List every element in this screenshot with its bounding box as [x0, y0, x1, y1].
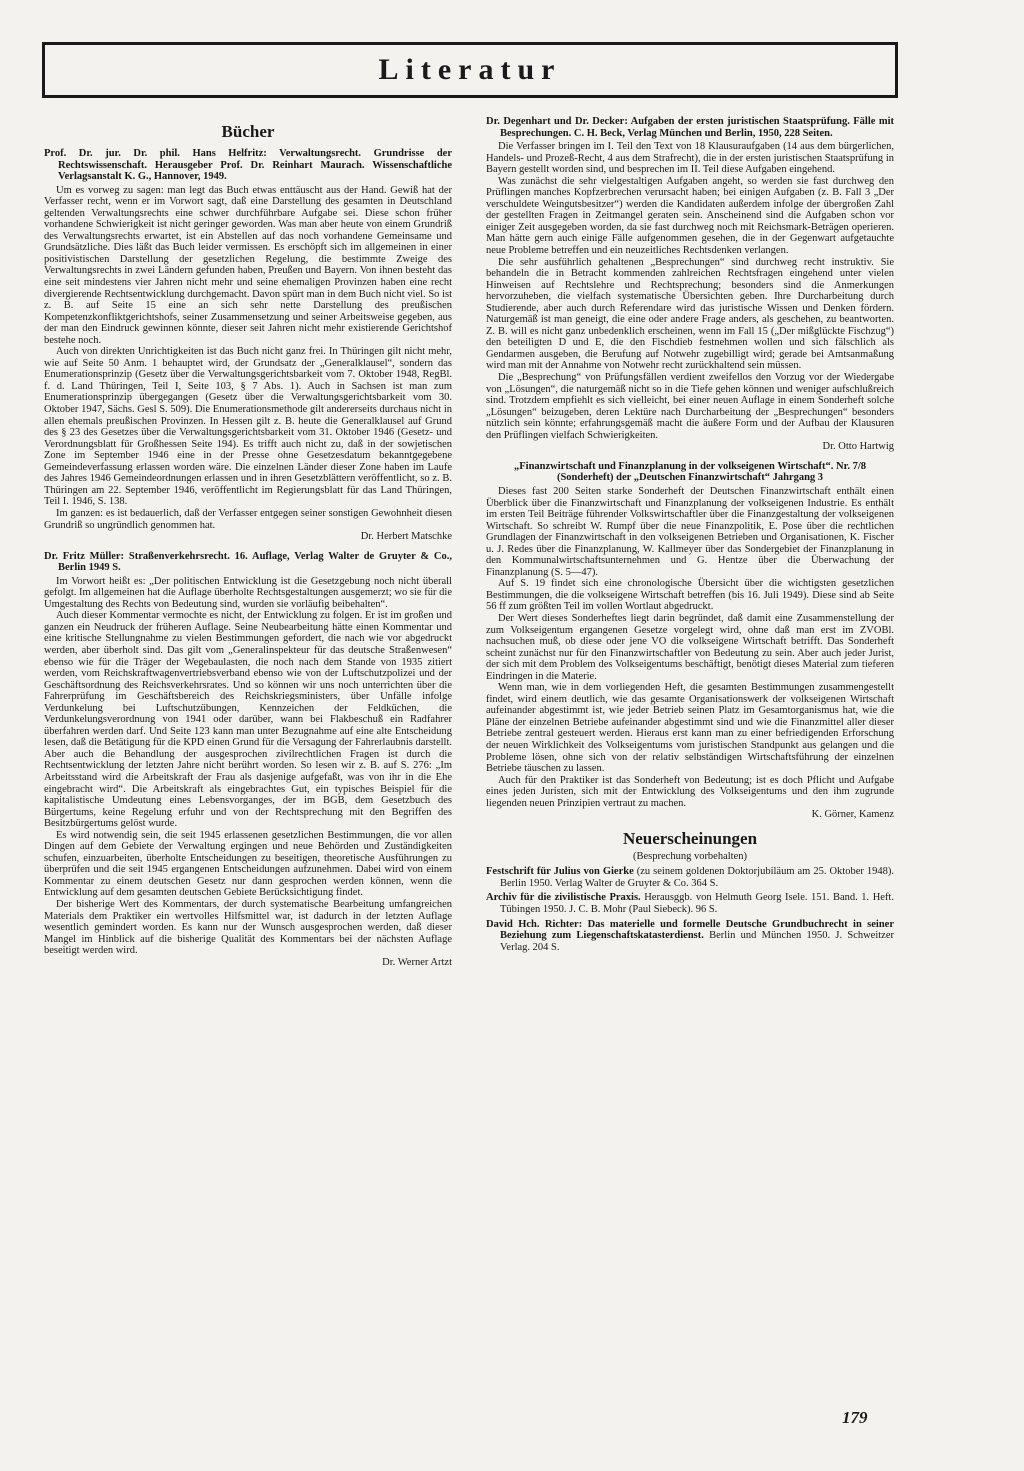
literature-banner	[42, 42, 898, 98]
new-release-title: Archiv für die zivilistische Praxis.	[486, 892, 641, 904]
review-1-paragraph: Im ganzen: es ist bedauerlich, daß der Verfasser entgegen seiner sonstigen Gewohnheit diesen Grundriß so ungründlich genommen hat.	[44, 507, 452, 531]
page-number: 179	[842, 1408, 868, 1427]
review-2-paragraph: Im Vorwort heißt es: „Der politischen Entwicklung ist die Gesetzgebung noch nicht überall gefolgt. Im allgemeinen hat die Auflage überholte Rechtsgestaltungen ausgemerzt; wo sie für die Umgestaltung des Rechts von Bedeutung sind, wurden sie vorläufig beibehalten“.	[44, 575, 452, 610]
review-2-paragraph: Der bisherige Wert des Kommentars, der durch systematische Bearbeitung umfangreichen Materials dem Praktiker ein wertvolles Hilfsmittel war, ist dadurch in der letzten Auflage wesentlich gemindert worden. Es kann nur der Wunsch ausgesprochen werden, daß dieser Mangel im Hinblick auf die bisherige Qualität des Kommentars bei der nächsten Auflage beseitigt werden wird.	[44, 899, 452, 957]
page-title: Literatur	[378, 53, 562, 86]
new-release-details: (zu seinem goldenen Doktorjubiläum am 25. Oktober 1948). Berlin 1950. Verlag Walter de Gruyter & Co. 364 S.	[500, 866, 894, 889]
review-1-paragraph: Auch von direkten Unrichtigkeiten ist das Buch nicht ganz frei. In Thüringen gilt nicht mehr, wie auf Seite 50 Anm. 1 behauptet wird, der Grundsatz der „Generalklausel“, sondern das Enumerationsprinzip (Gesetz über die Verwaltungsgerichtsbarkeit vom 7. Oktober 1948, RegBl. f. d. Land Thüringen, Teil I, Seite 103, § 7 Abs. 1). Auch in Sachsen ist man zum Enumerationsprinzip übergegangen (Gesetz über die Verwaltungsgerichtsbarkeit vom 30. Oktober 1947, Sächs. Gesl S. 509). Die Enumerationsmethode gilt andererseits durchaus nicht in allen ehemals preußischen Provinzen. In Hessen gilt z. B. heute die Generalklausel auf Grund des § 23 des Gesetzes über die Verwaltungsgerichtsbarkeit vom 31. Oktober 1946 (Gesetz- und Verordnungsblatt für Großhessen Seite 194). Es trifft auch nicht zu, daß in der sowjetischen Zone im September 1946 eine in der Presse ohne Gesetzesdatum bekanntgegebene Gemeindeverfassung erlassen worden wäre. Die einzelnen Länder dieser Zone haben im Laufe des Jahres 1946 Gemeindeordnungen erlassen und in ihren Gesetzblättern veröffentlicht, so z. B. Thüringen am 22. September 1946, veröffentlicht im Regierungsblatt für das Land Thüringen, Teil I. 1946, S. 138.	[44, 346, 452, 508]
review-2-paragraph: Es wird notwendig sein, die seit 1945 erlassenen gesetzlichen Bestimmungen, die vor allen Dingen auf dem Gebiete der Verwaltung ergingen und neue Behörden und Zuständigkeiten schufen, einzuarbeiten, überholte Entscheidungen zu beseitigen, theoretische Ausführungen zu überprüfen und die seit 1945 ergangenen Entscheidungen aufzunehmen. Dabei wird von einem Kommentar zu einem deutschen Gesetz nur dann gesprochen werden können, wenn die Entwicklung auf dem gesamten deutschen Gebiete Berücksichtigung findet.	[44, 829, 452, 899]
review-4-signature: K. Görner, Kamenz	[811, 809, 894, 821]
new-release-details: Berlin und München 1950. J. Schweitzer Verlag. 204 S.	[500, 930, 894, 953]
review-1-reference: Prof. Dr. jur. Dr. phil. Hans Helfritz: Verwaltungsrecht. Grundrisse der Rechtswissenschaft. Herausgeber Prof. Dr. Reinhart Maurach. Wissenschaftliche Verlagsanstalt K. G., Hannover, 1949.	[44, 148, 452, 183]
review-1-paragraph: Um es vorweg zu sagen: man legt das Buch etwas enttäuscht aus der Hand. Gewiß hat der Verfasser recht, wenn er im Vorwort sagt, daß eine Darstellung des gesamten in Deutschland geltenden Verwaltungsrechts eine schwer durchführbare Aufgabe sei. Diese schon früher vorhandene Schwierigkeit ist nicht geringer geworden. Was man aber heute von einem Grundriß des Verwaltungsrechts erwartet, ist ein Abstellen auf das noch vorhandene Gemeinsame und Grundsätzliche. Dies läßt das Buch leider vermissen. Es erschöpft sich im allgemeinen in einer positivistischen Darstellung der gesetzlichen Regelung, die bestimmte Zweige des Verwaltungsrechts in zwei Ländern gefunden haben, Preußen und Bayern. Von ihnen besteht das eine seit mindestens vier Jahren nicht mehr und seine ehemaligen Provinzen haben eine recht divergierende Rechtsentwicklung durchgemacht. Davon spürt man in dem Buch nicht viel. So ist z. B. auf Seite 15 eine an sich sehr nette Darstellung des preußischen Kompetenzkonfliktgerichtshofs, seiner Zusammensetzung und seiner Arbeitsweise gegeben, aus der man den Eindruck gewinnen könnte, dieser seit Jahren nicht mehr existierende Gerichtshof bestehe noch.	[44, 184, 452, 346]
review-1-signature: Dr. Herbert Matschke	[360, 531, 452, 543]
review-4-paragraph: Wenn man, wie in dem vorliegenden Heft, die gesamten Bestimmungen zusammengestellt findet, wird einem deutlich, wie das gesamte Organisationswerk der volkseigenen Wirtschaft aufeinander abgestimmt ist, wie jeder Betrieb seinen Platz im Gesamtorganismus hat, wie die Pläne der einzelnen Betriebe aufeinander abgestimmt sind und wie die Finanzmittel aller dieser Betriebe zentral gesteuert werden. Hieraus erst kann man zu einer befriedigenden Erforschung der neuen Wirklichkeit des Volkseigentums vom juristischen Standpunkt aus gelangen und die Probleme lösen, ohne sich von der relativ selbständigen Wirtschaftsführung der einzelnen Betriebe täuschen zu lassen.	[486, 682, 894, 775]
right-column	[486, 116, 894, 1396]
review-3-paragraph: Die sehr ausführlich gehaltenen „Besprechungen“ sind durchweg recht instruktiv. Sie behandeln die in Betracht kommenden zahlreichen Rechtsfragen eingehend unter vielen Hinweisen auf Rechtslehre und Rechtsprechung; besonders sind die Anmerkungen hervorzuheben, die vielfach systematische Übersichten geben. Ihre Durcharbeitung durch Studierende, aber auch durch Referendare wird das juristische Wissen und Denken fördern. Naturgemäß ist man geneigt, die eine oder andere Frage anders, als geschehen, zu beantworten. Z. B. will es nicht ganz unbedenklich erscheinen, wenn im Fall 15 („Der mißglückte Fischzug“) den beteiligten D und E, die den Fischdieb festnehmen wollen und sich fälschlich als Gendarmen ausgeben, die Berufung auf Notwehr zugebilligt wird; gerade bei Amtsanmaßung wird man mit der Annahme von Notwehr recht zurückhaltend sein müssen.	[486, 256, 894, 372]
new-release-entry	[486, 919, 894, 954]
review-2-signature: Dr. Werner Artzt	[382, 956, 452, 968]
review-2-reference: Dr. Fritz Müller: Straßenverkehrsrecht. 16. Auflage, Verlag Walter de Gruyter & Co., Berlin 1949 S.	[44, 550, 452, 574]
review-3-paragraph: Die Verfasser bringen im I. Teil den Text von 18 Klausuraufgaben (14 aus dem bürgerlichen, Handels- und Prozeß-Recht, 4 aus dem Strafrecht), die in der ersten juristischen Staatsprüfung in Bayern gestellt worden sind, und besprechen im II. Teil diese Aufgaben eingehend.	[486, 141, 894, 176]
new-release-title: David Hch. Richter: Das materielle und formelle Deutsche Grundbuchrecht in seiner Beziehung zum Liegenschaftskatasterdienst.	[486, 918, 894, 942]
new-release-details: Herausggb. von Helmuth Georg Isele. 151. Band. 1. Heft. Tübingen 1950. J. C. B. Mohr (Paul Siebeck). 96 S.	[500, 892, 894, 915]
review-4-paragraph: Auch für den Praktiker ist das Sonderheft von Bedeutung; ist es doch Pflicht und Aufgabe eines jeden Juristen, sich mit der Entwicklung des Volkseigentums und den ihm zugrunde liegenden neuen Prinzipien vertraut zu machen.	[486, 774, 894, 809]
new-releases-subtitle: (Besprechung vorbehalten)	[633, 850, 747, 862]
review-4-paragraph: Auf S. 19 findet sich eine chronologische Übersicht über die wichtigsten gesetzlichen Bestimmungen, die die volkseigene Wirtschaft betreffen (bis 16. Juli 1949). Diese sind ab Seite 56 ff zum größten Teil im vollen Wortlaut abgedruckt.	[486, 578, 894, 613]
review-2-paragraph: Auch dieser Kommentar vermochte es nicht, der Entwicklung zu folgen. Er ist im großen und ganzen ein Neudruck der früheren Auflage. Seine Neubearbeitung hätte einen Kommentar und eine kritische Stellungnahme zu vielen Bestimmungen gefordert, die nach wie vor abgedruckt werden, aber überholt sind. Das gilt vom „Generalinspekteur für das deutsche Straßenwesen“ ebenso wie für die Träger der Wegebaulasten, die noch nach dem Stande von 1935 zitiert werden, vom Reichskraftwagenvertriebsverband ebenso wie von der Luftschutzpolizei und der Geschäftsordnung des Reichsverkehrsrates. Und so können wir uns noch unterrichten über die Fahrerprüfung im Geschäftsbereich des Reichskriegsministers, über Unfälle infolge Verdunkelung bei Luftschutzübungen, Kennzeichen der Feldküchen, die Verdunkelungsverordnung von 1941 oder darüber, wann bei Flakbeschuß ein Radfahrer überfahren werden darf. Und Seite 123 kann man unter Bezugnahme auf eine alte Entscheidung lesen, daß die Betätigung für die KPD einen Grund für die Versagung der Fahrerlaubnis darstellt. Aber auch die Behandlung der ausgesprochen zivilrechtlichen Fragen ist durch die Rechtsentwicklung der letzten Jahre nicht berührt worden. So lesen wir z. B. auf S. 276: „Im Arbeitsstand wird die Arbeitskraft der Frau als dasjenige aufgefaßt, was von ihr in die Ehe eingebracht wird“. Die Arbeitskraft als eingebrachtes Gut, ein typisches Beispiel für die kapitalistische Umdeutung eines Lebensvorganges, der im BGB, dem Gesetzbuch des Bürgertums, keine Regelung erfuhr und von der Rechtsprechung mit den Begriffen des Besitzbürgertums gelöst wurde.	[44, 610, 452, 830]
review-3-signature: Dr. Otto Hartwig	[822, 441, 894, 453]
new-release-entry	[486, 866, 894, 889]
new-release-title: Festschrift für Julius von Gierke	[486, 866, 634, 878]
review-3-paragraph: Die „Besprechung“ von Prüfungsfällen verdient zweifellos den Vorzug vor der Wiedergabe von „Lösungen“, die naturgemäß nicht so in die Tiefe gehen können und weniger aufschlußreich sind. Trotzdem empfiehlt es sich vielleicht, bei einer neuen Auflage in einem Sonderheft solche „Lösungen“ beizugeben, deren Lektüre nach Durcharbeitung der „Besprechungen“ besonders nützlich sein könnte; erfahrungsgemäß macht die äußere Form und der Aufbau der Klausuren den Prüflingen vielfach Schwierigkeiten.	[486, 372, 894, 441]
left-column	[44, 116, 452, 1396]
review-4-reference: „Finanzwirtschaft und Finanzplanung in der volkseigenen Wirtschaft“. Nr. 7/8 (Sonderheft) der „Deutschen Finanzwirtschaft“ Jahrgang 3	[514, 460, 866, 484]
review-4-paragraph: Der Wert dieses Sonderheftes liegt darin begründet, daß damit eine Zusammenstellung der zum Volkseigentum ergangenen Gesetze vorgelegt wird, ohne daß man erst im ZVOBl. nachsuchen muß, ob diese oder jene VO die volkseigene Wirtschaft betrifft. Das Sonderheft scheint zunächst nur für den Finanzwirtschaftler von Bedeutung zu sein. Aber auch jeder Jurist, der sich mit dem Problem des Volkseigentums beschäftigt, benötigt dieses Material zum tieferen Eindringen in die Materie.	[486, 612, 894, 682]
new-release-entry	[486, 892, 894, 915]
review-3-reference: Dr. Degenhart und Dr. Decker: Aufgaben der ersten juristischen Staatsprüfung. Fälle mit Besprechungen. C. H. Beck, Verlag München und Berlin, 1950, 228 Seiten.	[486, 116, 894, 139]
review-4-paragraph: Dieses fast 200 Seiten starke Sonderheft der Deutschen Finanzwirtschaft enthält einen Überblick über die Finanzwirtschaft und Finanzplanung der volkseigenen Industrie. Es enthält im ersten Teil Beiträge führender Volkswirtschaftler über die Finanzgestaltung der volkseigenen Wirtschaft. So schreibt W. Rumpf über die neue Finanzpolitik, E. Pose über die rechtlichen Grundlagen der Finanzwirtschaft in den volkseigenen Betrieben und Organisationen, K. Fischer u. J. Redes über die Finanzplanung, W. Kallmeyer über das Sondergebiet der Finanzplanung in den Kommunalwirtschaftsunternehmen und G. Hentze über die Überwachung der Finanzplanung (S. 5—47).	[486, 485, 894, 578]
section-heading-books: Bücher	[221, 122, 275, 141]
review-3-paragraph: Was zunächst die sehr vielgestaltigen Aufgaben angeht, so werden sie fast durchweg den Prüflingen manches Kopfzerbrechen verursacht haben; bei einigen Aufgaben (z. B. Fall 3 „Der verschuldete Weingutsbesitzer“) werden die Kandidaten außerdem infolge der übergroßen Zahl der gestellten Fragen in Zeitmangel geraten sein. Anscheinend sind die Aufgaben schon vor einiger Zeit ausgegeben worden, da sie fast durchweg noch mit Reichsmark-Beträgen operieren. Man hätte gern auch einige Fälle aufgenommen gesehen, die in der Gegenwart aufgetauchte neue Probleme betreffen und ein neuzeitliches Rechtsdenken verlangen.	[486, 175, 894, 257]
section-heading-new-releases: Neuerscheinungen	[622, 828, 758, 848]
